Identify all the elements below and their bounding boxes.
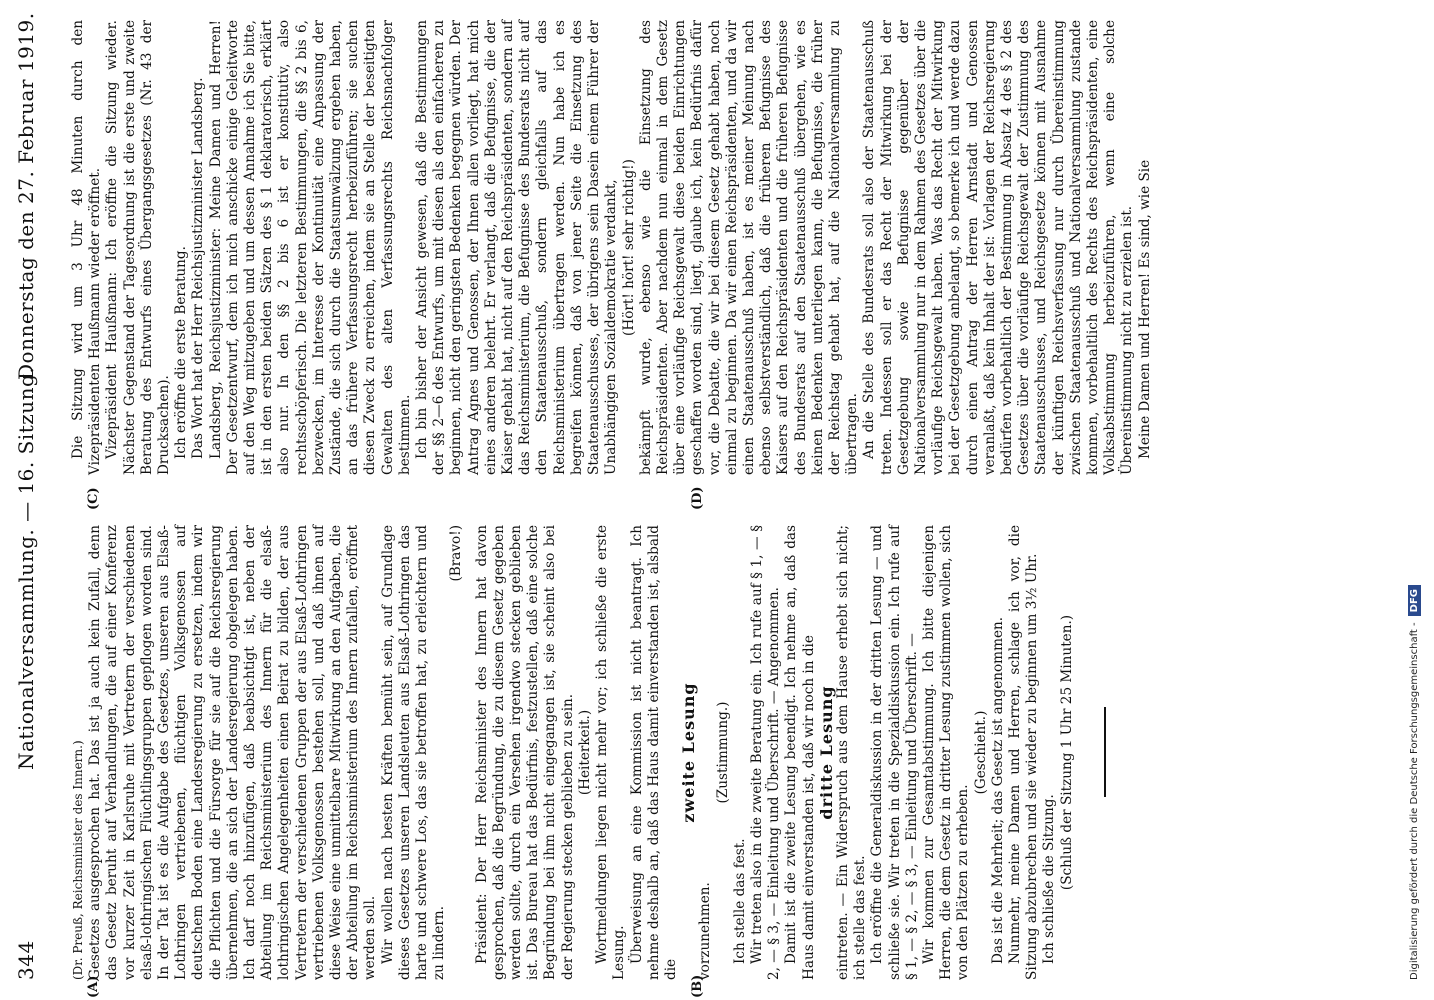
paragraph: Wortmeldungen liegen nicht mehr vor; ich schließe die erste Lesung. <box>594 525 628 980</box>
paragraph: Wir kommen zur Gesamtabstimmung. Ich bitte diejenigen Herren, die dem Gesetz in dritter Lesung zustimmen wollen, sich von den Plätzen zu erheben. <box>920 525 972 980</box>
page-number: 344 <box>14 940 38 980</box>
interjection: (Zustimmung.) <box>714 701 731 804</box>
section-heading: dritte Lesung <box>816 685 836 820</box>
paragraph: Ich schließe die Sitzung. <box>1041 794 1058 964</box>
paragraph: Landsberg, Reichsjustizminister: Meine Damen und Herren! Der Gesetzentwurf, dem ich mich anschicke einige Geleitworte auf den Weg mitzugeben und um dessen Annahme ich Sie bitte, ist in den ersten beiden Sätzen des § 1 deklaratorisch, erklärt also nur. In den §§ 2 bis 6 ist er konstitutiv, also rechtsschöpferisch. Die letzteren Bestimmungen, die §§ 2 bis 6, bezwecken, im Interesse der Kontinuität eine Anpassung der Zustände, die sich durch die Staatsumwälzung ergeben haben, an das frühere Verfassungsrecht herbeizuführen; sie suchen diesen Zweck zu erreichen, indem sie an Stelle der beseitigten Gewalten des alten Verfassungsrechts Reichsnachfolger bestimmen. <box>207 20 413 475</box>
paragraph: Damit ist die zweite Lesung beendigt. Ich nehme an, daß das Haus damit einverstanden ist, daß wir noch in die <box>783 525 817 980</box>
paragraph: Ich eröffne die Generaldiskussion in der dritten Lesung — und schließe sie. Wir treten in die Spezialdiskussion ein. Ich rufe auf § 1, — § 2, — § 3, — Einleitung und Überschrift. — <box>869 525 920 980</box>
margin-marker-d: (D) <box>690 486 705 510</box>
margin-marker-a: (A) <box>86 975 101 998</box>
paragraph: An die Stelle des Bundesrats soll also der Staatenausschuß treten. Indessen soll er das Recht der Mitwirkung bei der Gesetzgebung sowie Befugnisse gegenüber der Nationalversammlung nur in dem Rahmen des Gesetzes über die vorläufige Reichsgewalt haben. Was das Recht der Mitwirkung bei der Gesetzgebung anbelangt, so bemerke ich und werde dazu durch einen Antrag der Herren Arnstadt und Genossen veranlaßt, daß kein Inhalt der ist: Vorlagen der Reichsregierung bedürfen vorbehaltlich der Bestimmung in Absatz 4 des § 2 des Gesetzes über die vorläufige Reichsgewalt der Zustimmung des Staatenausschusses, und Reichsgesetze können mit Ausnahme der künftigen Reichsverfassung nur durch Übereinstimmung zwischen Staatenausschuß und Nationalversammlung zustande kommen, vorbehaltlich des Rechts des Reichspräsidenten, eine Volksabstimmung herbeizuführen, wenn eine solche Übereinstimmung nicht zu erzielen ist. <box>861 20 1136 475</box>
section-heading: zweite Lesung <box>679 682 699 823</box>
speaker-tag: (Dr. Preuß, Reichsminister des Innern.) <box>71 740 85 980</box>
paragraph: bekämpft wurde, ebenso wie die Einsetzung des Reichspräsidenten. Aber nachdem nun einmal in dem Gesetz über eine vorläufige Reichsgewalt diese beiden Einrichtungen geschaffen worden sind, liegt, glaube ich, kein Bedürfnis dafür vor, die Debatte, die wir bei diesem Gesetz gehabt haben, noch einmal zu beginnen. Da wir einen Reichspräsidenten, und da wir einen Staatenausschuß haben, ist es meiner Meinung nach ebenso selbstverständlich, daß die früheren Befugnisse des Kaisers auf den Reichspräsidenten und die früheren Befugnisse des Bundesrats auf den Staatenausschuß übergehen, wie es keinen Bedenken unterliegen kann, die Befugnisse, die früher der Reichstag gehabt hat, auf die Nationalversammlung zu übertragen. <box>637 20 861 475</box>
dfg-logo: DFG <box>1408 585 1421 616</box>
session-end-note: (Schluß der Sitzung 1 Uhr 25 Minuten.) <box>1058 614 1075 891</box>
paragraph: vorzunehmen. <box>697 882 714 980</box>
credit-text: Digitalisierung gefördert durch die Deutsche Forschungsgemeinschaft - <box>1409 622 1420 980</box>
interjection: (Hört! hört! sehr richtig!) <box>620 159 637 336</box>
paragraph: Ich bin bisher der Ansicht gewesen, daß die Bestimmungen der §§ 2—6 des Entwurfs, um mit diesen als den einfacheren zu beginnen, nicht den geringsten Bedenken begegnen würden. Der Antrag Agnes und Genossen, der Ihnen allen vorliegt, hat mich eines anderen belehrt. Er verlangt, daß die Befugnisse, die der Kaiser gehabt hat, nicht auf den Reichspräsidenten, sondern auf das Reichsministerium, die Befugnisse des Bundesrats nicht auf den Staatenausschuß, sondern gleichfalls auf das Reichsministerium übertragen werden. Nun habe ich es begreifen können, daß von jener Seite die Einsetzung des Staatenausschusses, der übrigens sein Dasein einem Führer der Unabhängigen Sozialdemokratie verdankt, <box>414 20 620 475</box>
paragraph: Ich eröffne die erste Beratung. <box>173 246 190 459</box>
paragraph: Meine Damen und Herren! Es sind, wie Sie <box>1136 159 1153 459</box>
assembly-title: Nationalversammlung. — 16. Sitzung. <box>14 366 38 770</box>
paragraph: Überweisung an eine Kommission ist nicht beantragt. Ich nehme deshalb an, daß das Haus damit einverstanden ist, alsbald die <box>628 525 679 980</box>
paragraph: Vizepräsident Haußmann: Ich eröffne die Sitzung wieder. Nächster Gegenstand der Tagesordnung ist die erste und zweite Beratung des Entwurfs eines Übergangsgesetzes (Nr. 43 der Drucksachen). <box>104 20 173 475</box>
paragraph: Ich stelle das fest. <box>731 838 748 964</box>
right-column <box>70 20 1154 475</box>
interjection: (Bravo!) <box>448 525 465 582</box>
paragraph: Präsident: Der Herr Reichsminister des Innern hat davon gesprochen, daß die Begründung, die zu diesem Gesetz gegeben werden sollte, durch ein Versehen irgendwo stecken geblieben ist. Das Bureau hat das Bedürfnis, festzustellen, daß eine solche Begründung bei ihm nicht eingegangen ist, sie scheint also bei der Regierung stecken geblieben zu sein. <box>473 525 576 980</box>
session-date: Donnerstag den 27. Februar 1919. <box>14 12 38 380</box>
paragraph: Wir treten also in die zweite Beratung ein. Ich rufe auf § 1, — § 2, — § 3, — Einleitung und Überschrift. — Angenommen. <box>748 525 783 980</box>
paragraph: Gesetzes ausgesprochen hat. Das ist ja auch kein Zufall, denn das Gesetz beruht auf Verhandlungen, die auf einer Konferenz vor kurzer Zeit in Karlsruhe mit Vertretern der verschiedenen elsaß-lothringischen Flüchtlingsgruppen gepflogen worden sind. In der Tat ist es die Aufgabe des Gesetzes, unseren aus Elsaß-Lothringen vertriebenen, flüchtigen Volksgenossen auf deutschem Boden eine Landesregierung zu ersetzen, indem wir die Pflichten und die Fürsorge für sie auf die Reichsregierung übernehmen, die an sich der Landesregierung obgelegen haben. Ich darf noch hinzufügen, daß beabsichtigt ist, neben der Abteilung im Reichsministerium des Innern für die elsaß-lothringischen Angelegenheiten einen Beirat zu bilden, der aus Vertretern der verschiedenen Gruppen der aus Elsaß-Lothringen vertriebenen Volksgenossen bestehen soll, und daß ihnen auf diese Weise eine unmittelbare Mitwirkung an den Aufgaben, die der Abteilung im Reichsministerium des Innern zufallen, eröffnet werden soll. <box>87 525 379 980</box>
paragraph: eintreten. — Ein Widerspruch aus dem Hause erhebt sich nicht; ich stelle das fest. <box>834 525 869 980</box>
divider-rule <box>1104 708 1106 798</box>
paragraph: Das Wort hat der Herr Reichsjustizminister Landsberg. <box>190 77 207 459</box>
margin-marker-c: (C) <box>86 487 101 510</box>
interjection: (Geschieht.) <box>972 710 989 795</box>
paragraph: Wir wollen nach besten Kräften bemüht sein, auf Grundlage dieses Gesetzes unseren Landsleuten aus Elsaß-Lothringen das harte und schwere Los, das sie betroffen hat, zu erleichtern und zu lindern. <box>379 525 448 980</box>
paragraph: Das ist die Mehrheit; das Gesetz ist angenommen. <box>989 616 1006 964</box>
paragraph: Die Sitzung wird um 3 Uhr 48 Minuten durch den Vizepräsidenten Haußmann wieder eröffnet. <box>70 20 104 475</box>
margin-marker-b: (B) <box>690 974 705 998</box>
interjection: (Heiterkeit.) <box>576 709 593 796</box>
digitization-credit <box>1406 0 1430 1000</box>
paragraph: Nunmehr, meine Damen und Herren, schlage ich vor, die Sitzung abzubrechen und sie wieder zu beginnen um 3½ Uhr. <box>1006 525 1041 980</box>
left-column <box>70 525 1134 980</box>
